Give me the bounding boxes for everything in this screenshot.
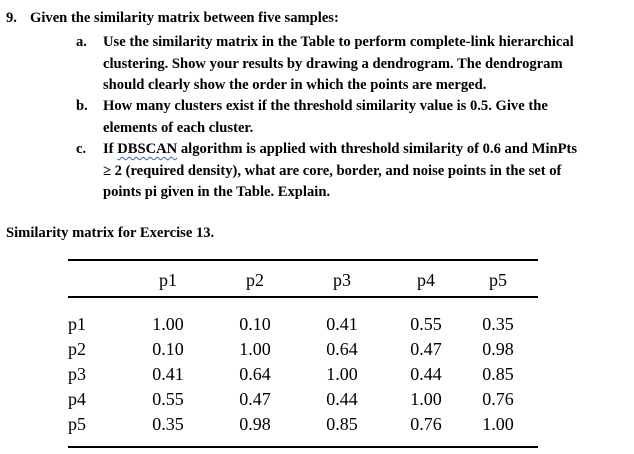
part-a-line: Use the similarity matrix in the Table to perform complete-link hierarchical (103, 34, 574, 50)
similarity-table (68, 259, 538, 448)
table-cell: 0.55 (152, 389, 184, 409)
table-cell: 0.10 (152, 339, 184, 359)
part-b-letter: b. (76, 98, 88, 114)
column-header: p3 (333, 270, 351, 290)
column-header: p2 (246, 270, 264, 290)
part-a-text (103, 32, 628, 97)
table-cell: 1.00 (239, 339, 271, 359)
dbscan-term: DBSCAN (117, 141, 178, 157)
table-cell: 0.98 (239, 414, 271, 434)
part-c-line1-pre: If (103, 141, 118, 157)
table-cell: 0.64 (239, 364, 271, 384)
column-header: p1 (159, 270, 177, 290)
column-header: p5 (489, 270, 507, 290)
part-c-line: points pi given in the Table. Explain. (103, 184, 331, 200)
part-a-letter: a. (76, 34, 87, 50)
part-b-text (103, 96, 628, 139)
table-cell: 0.47 (410, 339, 442, 359)
table-cell: 0.10 (239, 314, 271, 334)
part-a-line: clustering. Show your results by drawing a dendrogram. The dendrogram (103, 55, 563, 72)
part-b-line: How many clusters exist if the threshold similarity value is 0.5. Give the (103, 98, 548, 114)
table-cell: 1.00 (326, 364, 358, 384)
table-cell: 0.47 (239, 389, 271, 409)
part-c-line1-post: algorithm is applied with threshold similarity of 0.6 and MinPts (177, 141, 578, 157)
part-c-line: ≥ 2 (required density), what are core, border, and noise points in the set of (103, 162, 562, 179)
table-bottom-rule (68, 446, 538, 448)
table-cell: 0.41 (152, 364, 184, 384)
row-label: p5 (68, 414, 86, 434)
part-c-line-1 (103, 139, 628, 161)
column-header: p4 (417, 270, 435, 290)
table-cell: 0.44 (410, 364, 442, 384)
table-cell: 0.85 (482, 364, 514, 384)
part-c-letter: c. (76, 141, 87, 157)
question-heading (6, 8, 339, 28)
table-cell: 0.35 (482, 314, 514, 334)
table-cell: 0.35 (152, 414, 184, 434)
table-cell: 0.41 (326, 314, 358, 334)
table-cell: 0.44 (326, 389, 358, 409)
table-header-rule (68, 296, 538, 298)
table-cell: 1.00 (152, 314, 184, 334)
row-label: p4 (68, 389, 86, 409)
table-cell: 0.55 (410, 314, 442, 334)
table-cell: 0.76 (410, 414, 442, 434)
table-cell: 1.00 (410, 389, 442, 409)
row-label: p3 (68, 364, 86, 384)
part-a-line: should clearly show the order in which the points are merged. (103, 77, 487, 93)
table-cell: 0.98 (482, 339, 514, 359)
table-top-rule (68, 259, 538, 261)
table-caption: Similarity matrix for Exercise 13. (6, 225, 215, 241)
row-label: p1 (68, 314, 86, 334)
part-c-text (103, 139, 628, 204)
row-label: p2 (68, 339, 86, 359)
table-cell: 0.76 (482, 389, 514, 409)
table-cell: 1.00 (482, 414, 514, 434)
table-cell: 0.85 (326, 414, 358, 434)
part-b-line: elements of each cluster. (103, 119, 254, 136)
question-number: 9. (6, 10, 17, 26)
table-cell: 0.64 (326, 339, 358, 359)
question-intro: Given the similarity matrix between five samples: (30, 10, 339, 26)
